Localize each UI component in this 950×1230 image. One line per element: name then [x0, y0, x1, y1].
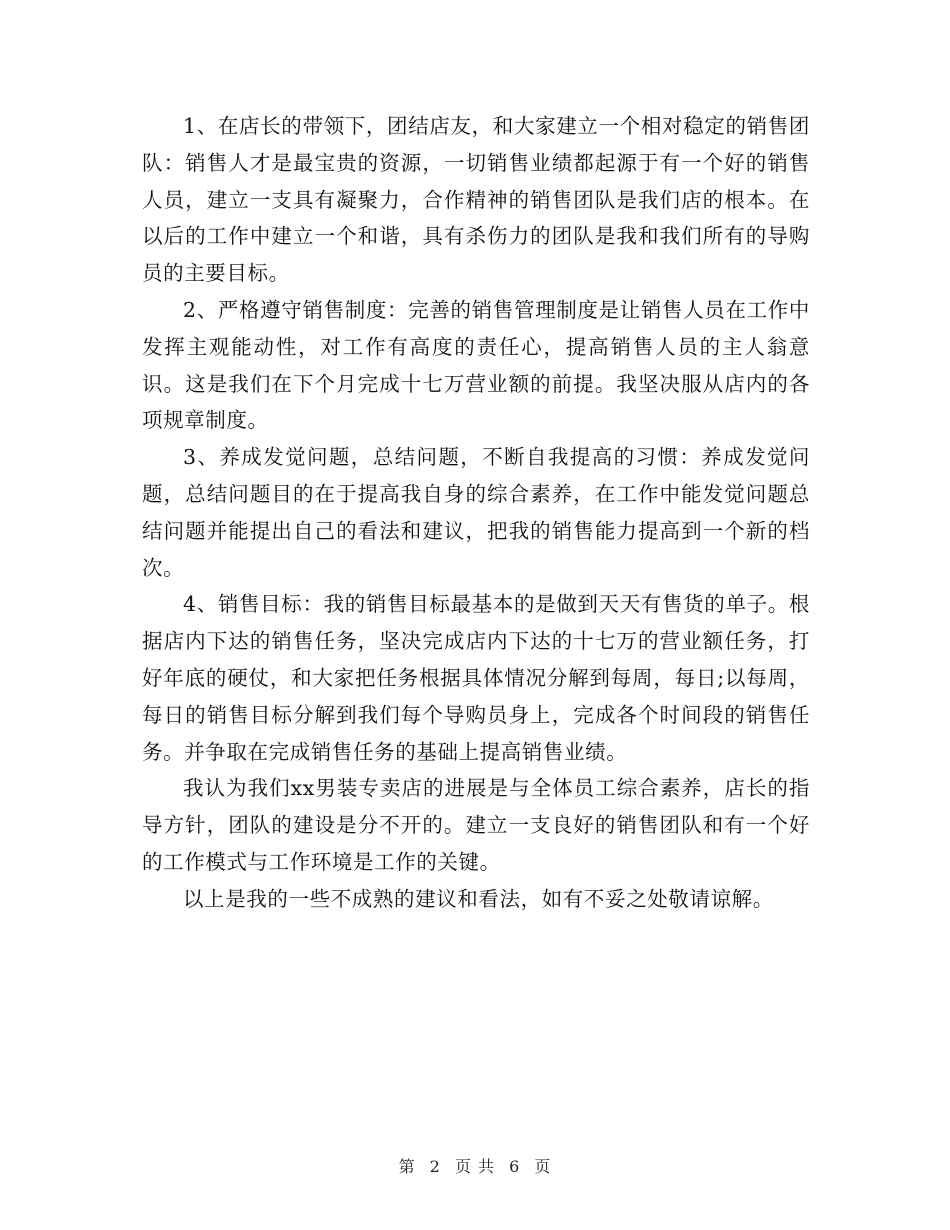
footer-middle: 页 共 — [454, 1157, 496, 1176]
paragraph-4: 4、销售目标：我的销售目标最基本的是做到天天有售货的单子。根据店内下达的销售任务，坚决完成店内下达的十七万的营业额任务，打好年底的硬仗，和大家把任务根据具体情况分解到每周，每日;以每周，每日的销售目标分解到我们每个导购员身上，完成各个时间段的销售任务。并争取在完成销售任务的基础上提高销售业绩。 — [142, 592, 810, 764]
paragraph-6: 以上是我的一些不成熟的建议和看法，如有不妥之处敬请谅解。 — [183, 886, 774, 911]
paragraph-1: 1、在店长的带领下，团结店友，和大家建立一个相对稳定的销售团队：销售人才是最宝贵的资源，一切销售业绩都起源于有一个好的销售人员，建立一支具有凝聚力，合作精神的销售团队是我们店的根本。在以后的工作中建立一个和谐，具有杀伤力的团队是我和我们所有的导购员的主要目标。 — [142, 114, 810, 286]
footer-current-page: 2 — [429, 1157, 441, 1176]
footer-suffix: 页 — [534, 1157, 552, 1176]
paragraph-5: 我认为我们xx男装专卖店的进展是与全体员工综合素养，店长的指导方针，团队的建设是分不开的。建立一支良好的销售团队和有一个好的工作模式与工作环境是工作的关键。 — [142, 776, 810, 874]
footer-prefix: 第 — [398, 1157, 416, 1176]
paragraph-3: 3、养成发觉问题，总结问题，不断自我提高的习惯：养成发觉问题，总结问题目的在于提高我自身的综合素养，在工作中能发觉问题总结问题并能提出自己的看法和建议，把我的销售能力提高到一个新的档次。 — [142, 445, 810, 580]
page-footer — [0, 1154, 950, 1177]
document-body — [142, 108, 810, 918]
paragraph-2: 2、严格遵守销售制度：完善的销售管理制度是让销售人员在工作中发挥主观能动性，对工作有高度的责任心，提高销售人员的主人翁意识。这是我们在下个月完成十七万营业额的前提。我坚决服从店内的各项规章制度。 — [142, 297, 810, 433]
footer-total-pages: 6 — [509, 1157, 521, 1176]
